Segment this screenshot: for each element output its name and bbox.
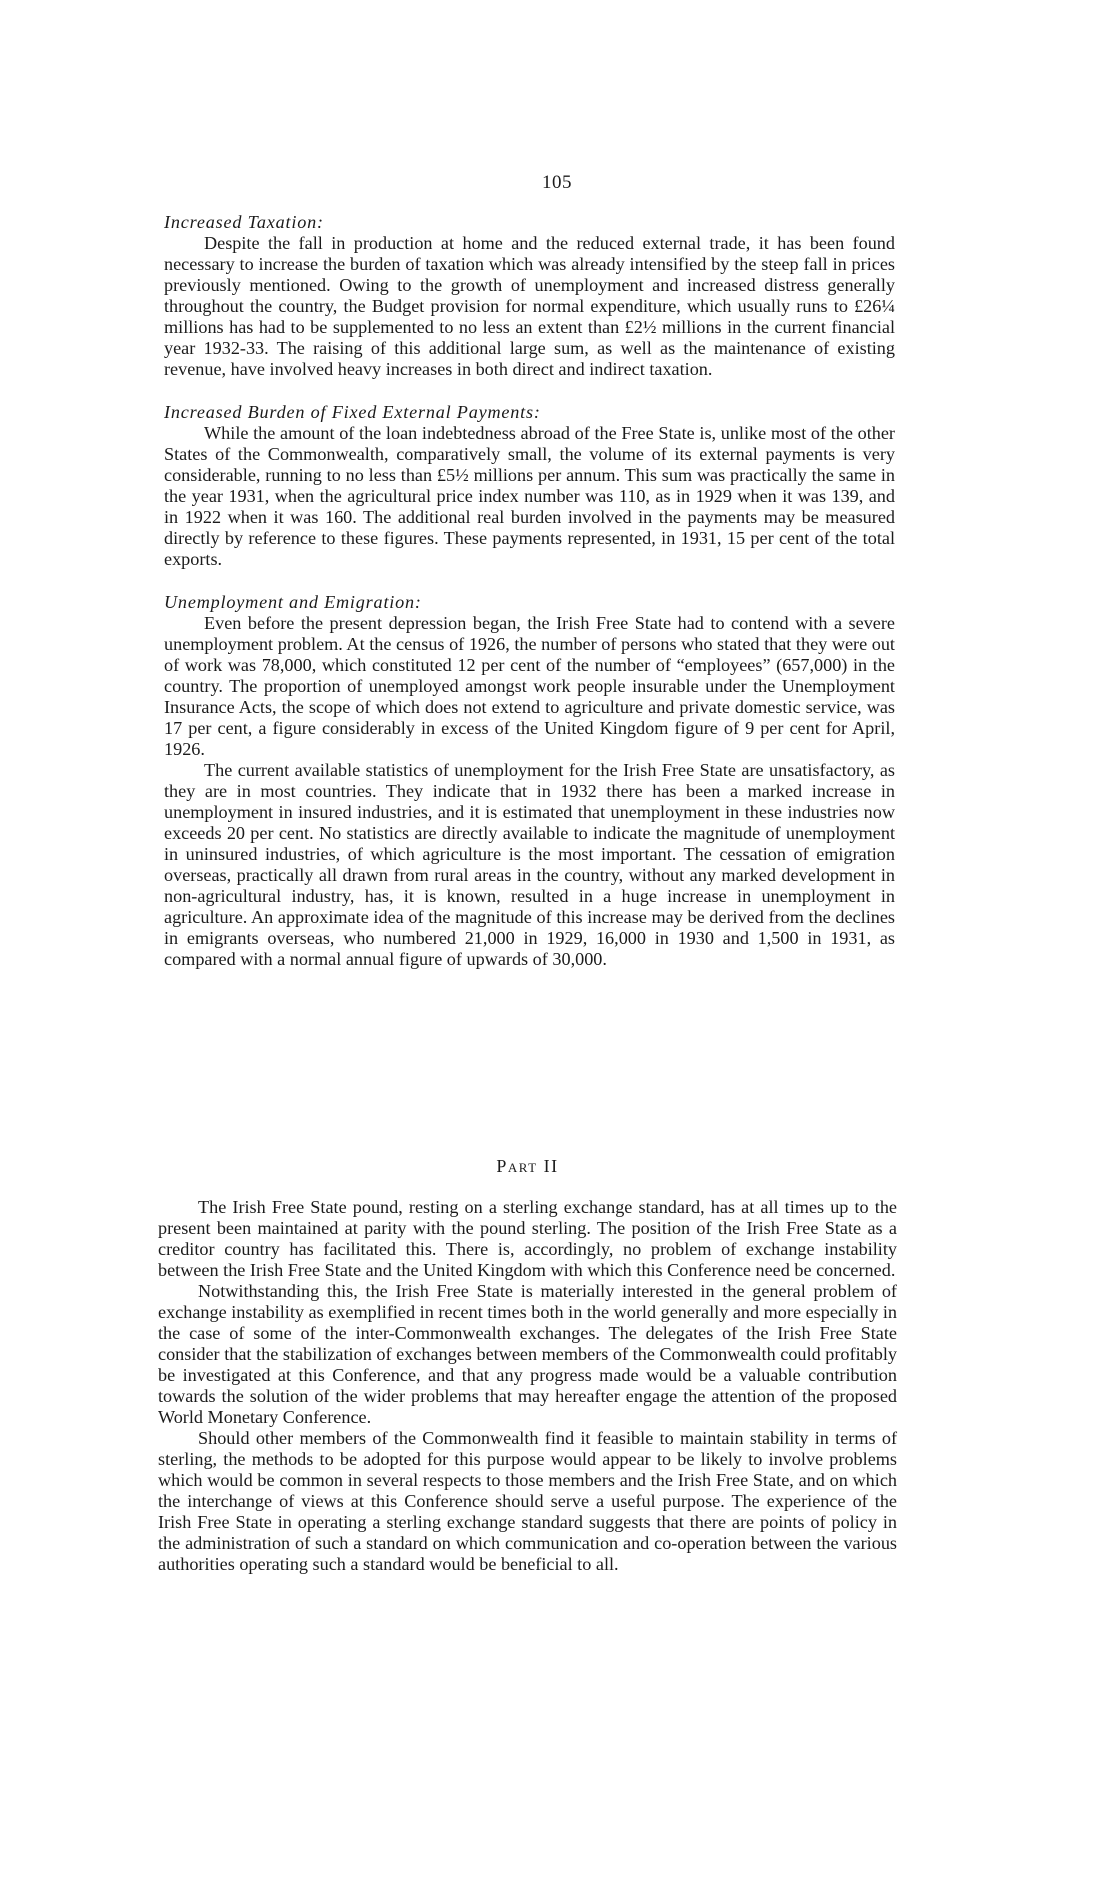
section-heading-external-payments: Increased Burden of Fixed External Payments: xyxy=(164,402,541,422)
part-one-body xyxy=(164,212,895,970)
part-two-title: Part II xyxy=(496,1156,559,1176)
paragraph-taxation: Despite the fall in production at home and the reduced external trade, it has been found necessary to increase the burden of taxation which was already intensified by the steep fall in prices previously mentioned. Owing to the growth of unemployment and increased distress generally throughout the country, the Budget provision for normal expenditure, which usually runs to £26¼ millions has had to be supplemented to no less an extent than £2½ millions in the current financial year 1932-33. The raising of this additional large sum, as well as the maintenance of existing revenue, have involved heavy increases in both direct and indirect taxation. xyxy=(164,233,895,379)
paragraph-unemployment-1: Even before the present depression began, the Irish Free State had to contend with a severe unemployment problem. At the census of 1926, the number of persons who stated that they were out of work was 78,000, which constituted 12 per cent of the number of “employees” (657,000) in the country. The proportion of unemployed amongst work people insurable under the Unemployment Insurance Acts, the scope of which does not extend to agriculture and private domestic service, was 17 per cent, a figure considerably in excess of the United Kingdom figure of 9 per cent for April, 1926. xyxy=(164,613,895,759)
paragraph-part-two-1: The Irish Free State pound, resting on a sterling exchange standard, has at all times up to the present been maintained at parity with the pound sterling. The position of the Irish Free State as a creditor country has facilitated this. There is, accordingly, no problem of exchange instability between the Irish Free State and the United Kingdom with which this Conference need be concerned. xyxy=(158,1197,897,1280)
paragraph-unemployment-2: The current available statistics of unemployment for the Irish Free State are unsatisfactory, as they are in most countries. They indicate that in 1932 there has been a marked increase in unemployment in insured industries, and it is estimated that unemployment in these industries now exceeds 20 per cent. No statistics are directly available to indicate the magnitude of unemployment in uninsured industries, of which agriculture is the most important. The cessation of emigration overseas, practically all drawn from rural areas in the country, without any marked development in non-agricultural industry, has, it is known, resulted in a huge increase in unemployment in agriculture. An approximate idea of the magnitude of this increase may be derived from the declines in emigrants overseas, who numbered 21,000 in 1929, 16,000 in 1930 and 1,500 in 1931, as compared with a normal annual figure of upwards of 30,000. xyxy=(164,760,895,969)
section-heading-taxation: Increased Taxation: xyxy=(164,212,324,232)
part-two-body xyxy=(158,1156,897,1575)
section-spacer xyxy=(164,380,895,402)
section-heading-unemployment: Unemployment and Emigration: xyxy=(164,592,422,612)
paragraph-part-two-2: Notwithstanding this, the Irish Free State is materially interested in the general problem of exchange instability as exemplified in recent times both in the world generally and more especially in the case of some of the inter-Commonwealth exchanges. The delegates of the Irish Free State consider that the stabilization of exchanges between members of the Commonwealth could profitably be investigated at this Conference, and that any progress made would be a valuable contribution towards the solution of the wider problems that may hereafter engage the attention of the proposed World Monetary Conference. xyxy=(158,1281,897,1427)
section-spacer xyxy=(164,570,895,592)
paragraph-external-payments: While the amount of the loan indebtedness abroad of the Free State is, unlike most of the other States of the Commonwealth, comparatively small, the volume of its external payments is very considerable, running to no less than £5½ millions per annum. This sum was practically the same in the year 1931, when the agricultural price index number was 110, as in 1929 when it was 139, and in 1922 when it was 160. The additional real burden involved in the payments may be measured directly by reference to these figures. These payments represented, in 1931, 15 per cent of the total exports. xyxy=(164,423,895,569)
paragraph-part-two-3: Should other members of the Commonwealth find it feasible to maintain stability in terms of sterling, the methods to be adopted for this purpose would appear to be likely to involve problems which would be common in several respects to those members and the Irish Free State, and on which the interchange of views at this Conference should serve a useful purpose. The experience of the Irish Free State in operating a sterling exchange standard suggests that there are points of policy in the administration of such a standard on which communication and co-operation between the various authorities operating such a standard would be beneficial to all. xyxy=(158,1428,897,1574)
page-number: 105 xyxy=(542,172,572,193)
